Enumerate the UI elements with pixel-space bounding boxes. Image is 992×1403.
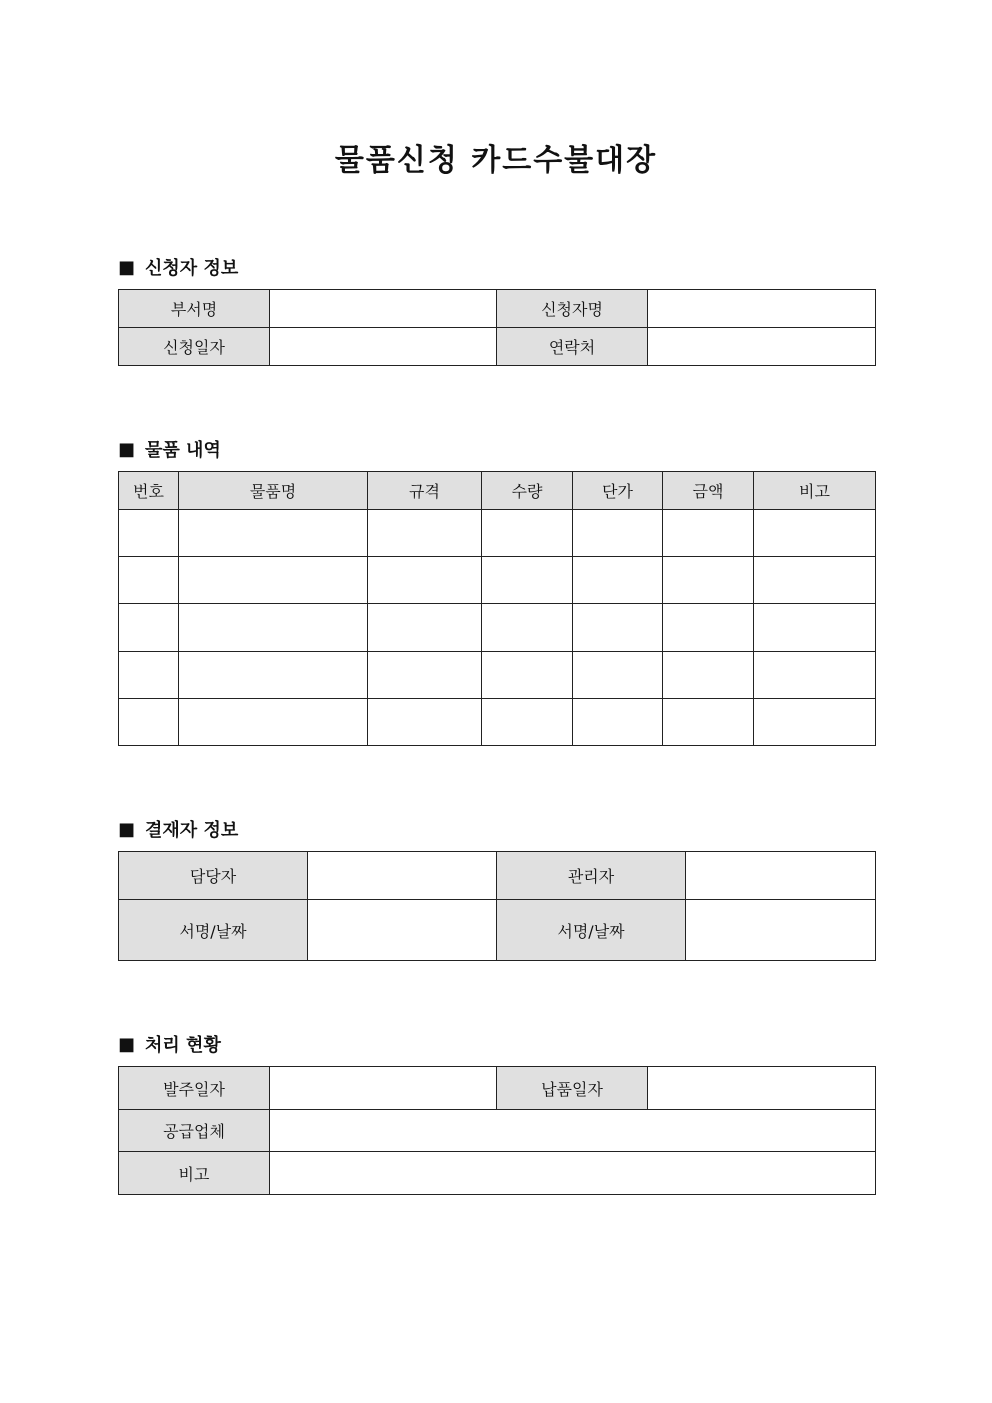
table-row <box>119 510 876 557</box>
sign-date-label-1: 서명/날짜 <box>119 900 308 961</box>
applicant-name-label: 신청자명 <box>497 290 648 328</box>
manager-label: 관리자 <box>497 852 686 900</box>
table-row <box>119 604 876 652</box>
cell-item-name[interactable] <box>179 557 368 604</box>
manager-field[interactable] <box>686 852 876 900</box>
remarks-field[interactable] <box>270 1152 876 1195</box>
section-heading-items <box>118 436 221 462</box>
cell-number[interactable] <box>119 699 179 746</box>
section-heading-applicant <box>118 254 238 280</box>
cell-amount[interactable] <box>663 652 754 699</box>
cell-number[interactable] <box>119 604 179 652</box>
cell-item-name[interactable] <box>179 510 368 557</box>
cell-amount[interactable] <box>663 510 754 557</box>
cell-spec[interactable] <box>368 510 482 557</box>
processing-status-table <box>118 1066 876 1195</box>
apply-date-field[interactable] <box>270 328 497 366</box>
cell-quantity[interactable] <box>482 557 573 604</box>
order-date-field[interactable] <box>270 1067 497 1110</box>
section-title: 신청자 정보 <box>145 258 239 279</box>
order-date-label: 발주일자 <box>119 1067 270 1110</box>
cell-remarks[interactable] <box>754 699 876 746</box>
table-row <box>119 652 876 699</box>
delivery-date-label: 납품일자 <box>497 1067 648 1110</box>
square-bullet-icon: ■ <box>118 256 136 278</box>
cell-unit-price[interactable] <box>573 557 663 604</box>
table-row <box>119 699 876 746</box>
square-bullet-icon: ■ <box>118 1033 136 1055</box>
square-bullet-icon: ■ <box>118 818 136 840</box>
apply-date-label: 신청일자 <box>119 328 270 366</box>
cell-remarks[interactable] <box>754 557 876 604</box>
cell-item-name[interactable] <box>179 604 368 652</box>
column-header-remarks: 비고 <box>754 472 876 510</box>
cell-quantity[interactable] <box>482 510 573 557</box>
applicant-info-table <box>118 289 876 366</box>
section-title: 처리 현황 <box>145 1035 221 1056</box>
cell-quantity[interactable] <box>482 604 573 652</box>
column-header-quantity: 수량 <box>482 472 573 510</box>
sign-date-field-2[interactable] <box>686 900 876 961</box>
section-title: 물품 내역 <box>145 440 221 461</box>
cell-remarks[interactable] <box>754 510 876 557</box>
column-header-item-name: 물품명 <box>179 472 368 510</box>
person-in-charge-field[interactable] <box>308 852 497 900</box>
cell-unit-price[interactable] <box>573 652 663 699</box>
sign-date-field-1[interactable] <box>308 900 497 961</box>
department-field[interactable] <box>270 290 497 328</box>
cell-spec[interactable] <box>368 699 482 746</box>
cell-amount[interactable] <box>663 557 754 604</box>
cell-unit-price[interactable] <box>573 699 663 746</box>
square-bullet-icon: ■ <box>118 438 136 460</box>
cell-spec[interactable] <box>368 604 482 652</box>
cell-quantity[interactable] <box>482 699 573 746</box>
column-header-spec: 규격 <box>368 472 482 510</box>
document-title: 물품신청 카드수불대장 <box>334 143 658 178</box>
cell-remarks[interactable] <box>754 604 876 652</box>
cell-unit-price[interactable] <box>573 510 663 557</box>
cell-amount[interactable] <box>663 699 754 746</box>
column-header-amount: 금액 <box>663 472 754 510</box>
section-title: 결재자 정보 <box>145 820 239 841</box>
cell-number[interactable] <box>119 510 179 557</box>
cell-quantity[interactable] <box>482 652 573 699</box>
delivery-date-field[interactable] <box>648 1067 876 1110</box>
cell-item-name[interactable] <box>179 699 368 746</box>
person-in-charge-label: 담당자 <box>119 852 308 900</box>
remarks-label: 비고 <box>119 1152 270 1195</box>
approval-info-table <box>118 851 876 961</box>
section-heading-approval <box>118 816 238 842</box>
items-table <box>118 471 876 746</box>
cell-item-name[interactable] <box>179 652 368 699</box>
table-row <box>119 557 876 604</box>
cell-amount[interactable] <box>663 604 754 652</box>
applicant-name-field[interactable] <box>648 290 876 328</box>
contact-field[interactable] <box>648 328 876 366</box>
cell-unit-price[interactable] <box>573 604 663 652</box>
cell-number[interactable] <box>119 557 179 604</box>
contact-label: 연락처 <box>497 328 648 366</box>
section-heading-processing <box>118 1031 221 1057</box>
supplier-label: 공급업체 <box>119 1110 270 1152</box>
department-label: 부서명 <box>119 290 270 328</box>
sign-date-label-2: 서명/날짜 <box>497 900 686 961</box>
cell-spec[interactable] <box>368 557 482 604</box>
cell-remarks[interactable] <box>754 652 876 699</box>
supplier-field[interactable] <box>270 1110 876 1152</box>
cell-spec[interactable] <box>368 652 482 699</box>
column-header-number: 번호 <box>119 472 179 510</box>
column-header-unit-price: 단가 <box>573 472 663 510</box>
cell-number[interactable] <box>119 652 179 699</box>
